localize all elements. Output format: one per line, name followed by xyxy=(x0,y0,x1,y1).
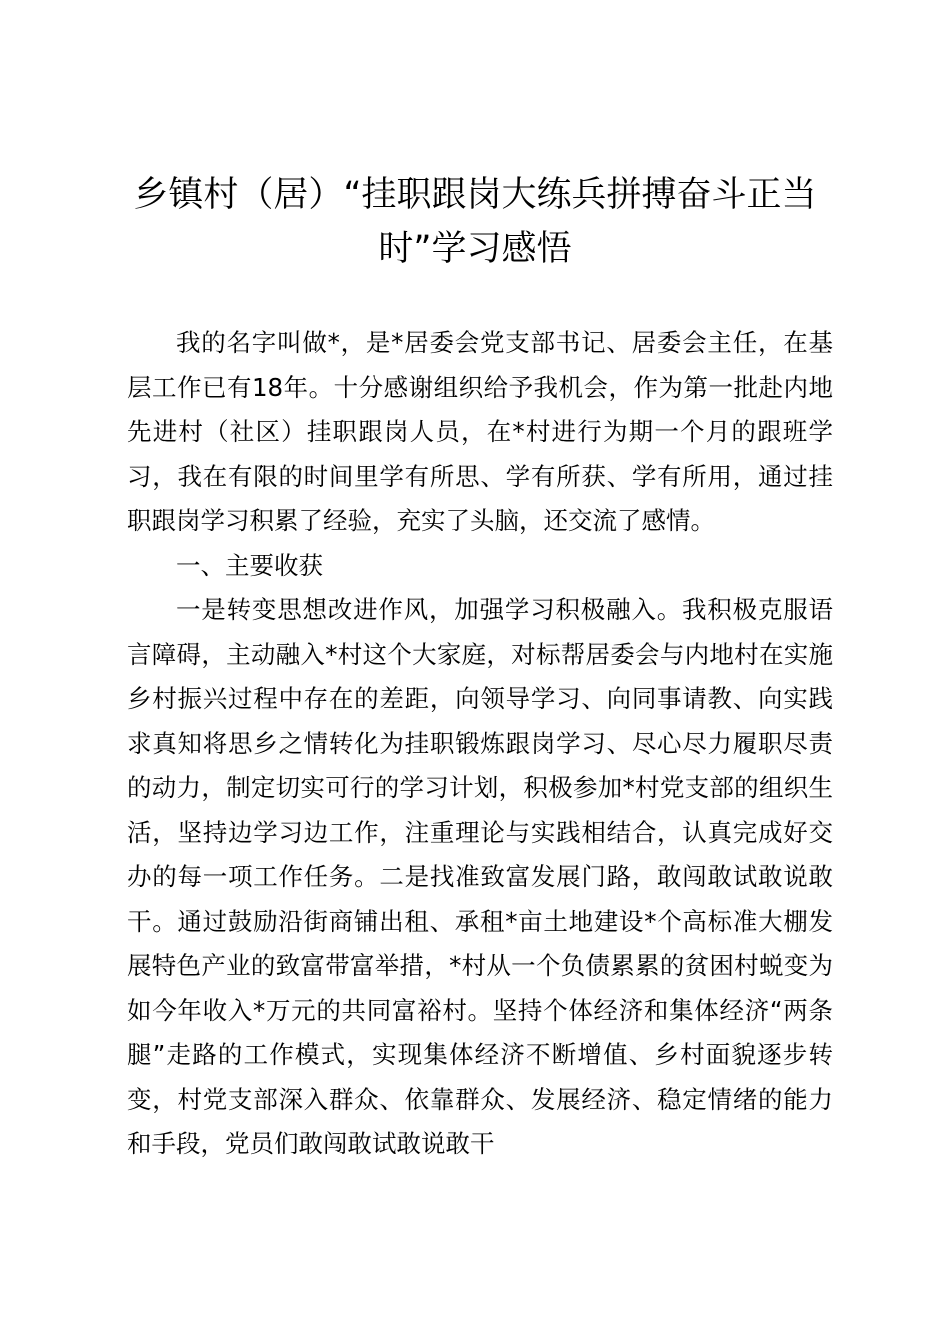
title-line-1: 乡镇村（居）“挂职跟岗大练兵拼搏奋斗正当 xyxy=(133,175,817,215)
document-body xyxy=(127,321,833,1167)
intro-paragraph: 我的名字叫做*，是*居委会党支部书记、居委会主任，在基层工作已有18年。十分感谢组织给予我机会，作为第一批赴内地先进村（社区）挂职跟岗人员，在*村进行为期一个月的跟班学习，我在有限的时间里学有所思、学有所获、学有所用，通过挂职跟岗学习积累了经验，充实了头脑，还交流了感情。 xyxy=(127,328,833,535)
gains-paragraph: 一是转变思想改进作风，加强学习积极融入。我积极克服语言障碍，主动融入*村这个大家庭，对标帮居委会与内地村在实施乡村振兴过程中存在的差距，向领导学习、向同事请教、向实践求真知将思乡之情转化为挂职锻炼跟岗学习、尽心尽力履职尽责的动力，制定切实可行的学习计划，积极参加*村党支部的组织生活，坚持边学习边工作，注重理论与实践相结合，认真完成好交办的每一项工作任务。二是找准致富发展门路，敢闯敢试敢说敢干。通过鼓励沿街商铺出租、承租*亩土地建设*个高标准大棚发展特色产业的致富带富举措，*村从一个负债累累的贫困村蜕变为如今年收入*万元的共同富裕村。坚持个体经济和集体经济“两条腿”走路的工作模式，实现集体经济不断增值、乡村面貌逐步转变，村党支部深入群众、依靠群众、发展经济、稳定情绪的能力和手段，党员们敢闯敢试敢说敢干 xyxy=(127,595,833,1158)
document-title xyxy=(120,168,830,276)
title-line-2: 时”学习感悟 xyxy=(378,229,572,269)
section-heading-main-gains: 一、主要收获 xyxy=(176,550,323,580)
